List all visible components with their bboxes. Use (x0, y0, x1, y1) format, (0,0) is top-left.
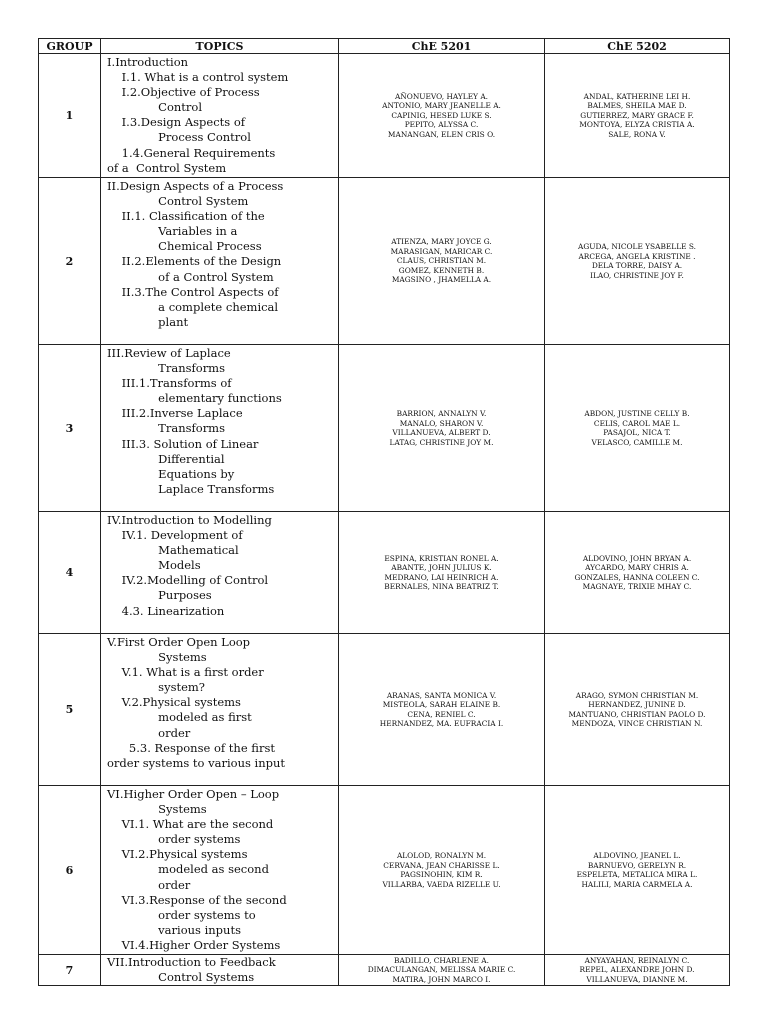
che5201-members-cell (339, 54, 545, 178)
topic-line: Variables in a (107, 224, 238, 239)
member-name: HALILI, MARIA CARMELA A. (581, 879, 693, 889)
member-name: DIMACULANGAN, MELISSA MARIE C. (367, 965, 516, 975)
topics-cell (101, 955, 339, 986)
topic-line: IV.Introduction to Modelling (107, 513, 272, 527)
topic-line: order systems to various input (107, 755, 286, 770)
table-row (39, 634, 730, 786)
topic-line: I.1. What is a control system (107, 70, 289, 85)
topic-line: Transforms (107, 421, 225, 436)
topic-line: Control System (107, 194, 249, 209)
member-name: ANTONIO, MARY JEANELLE A. (382, 101, 501, 111)
topic-line: I.2.Objective of Process (107, 85, 260, 100)
member-name: ESPELETA, METALICA MIRA L. (576, 870, 698, 879)
member-name: MISTEOLA, SARAH ELAINE B. (382, 700, 501, 709)
che5201-members-cell (339, 345, 545, 512)
topic-line: Purposes (107, 588, 212, 603)
member-name: ILAO, CHRISTINE JOY F. (590, 270, 684, 280)
group-number: 6 (39, 786, 101, 955)
topics-cell (101, 54, 339, 178)
topic-line: a complete chemical (107, 299, 279, 314)
topic-line: I.3.Design Aspects of (107, 115, 245, 130)
member-name: VILLARBA, VAEDA RIZELLE U. (382, 879, 501, 889)
group-number: 4 (39, 512, 101, 634)
topic-line: Mathematical (107, 543, 239, 558)
topic-line: of a Control System (107, 269, 274, 284)
topic-line: III.1.Transforms of (107, 376, 232, 391)
topic-line: modeled as second (107, 862, 269, 877)
topic-line: Laplace Transforms (107, 481, 275, 496)
topic-line: III.2.Inverse Laplace (107, 406, 243, 421)
member-name: ATIENZA, MARY JOYCE G. (391, 237, 492, 247)
topic-line: of a Control System (107, 160, 227, 175)
topic-line: order (107, 877, 191, 892)
member-name: VILLANUEVA, ALBERT D. (392, 428, 491, 437)
group-assignment-table (38, 38, 730, 986)
member-name: CAPINIG, HESED LUKE S. (391, 110, 492, 120)
che5202-members-cell (545, 54, 730, 178)
topic-line: Differential (107, 451, 225, 466)
topic-line: 4.3. Linearization (107, 603, 225, 618)
che5201-members-cell (339, 955, 545, 986)
member-name: BARRION, ANNALYN V. (396, 409, 487, 418)
topic-line: Models (107, 558, 201, 573)
topic-line: IV.2.Modelling of Control (107, 573, 269, 588)
member-name: BARNUEVO, GERELYN R. (587, 860, 687, 870)
member-name: ANDAL, KATHERINE LEI H. (583, 91, 691, 101)
table-row (39, 955, 730, 986)
topic-line: II.1. Classification of the (107, 209, 265, 224)
group-number: 2 (39, 178, 101, 345)
topic-line: VI.3.Response of the second (107, 892, 287, 907)
table-row (39, 512, 730, 634)
topic-line: V.2.Physical systems (107, 695, 241, 710)
che5201-members-cell (339, 786, 545, 955)
header-che5201: ChE 5201 (339, 39, 545, 54)
member-name: HERNANDEZ, MA. EUFRACIA I. (379, 719, 504, 728)
member-name: PEPITO, ALYSSA C. (404, 120, 479, 130)
table-row (39, 178, 730, 345)
topic-line: various inputs (107, 922, 241, 937)
member-name: ARCEGA, ANGELA KRISTINE . (578, 251, 696, 261)
topic-line: plant (107, 314, 189, 329)
topic-line: III.Review of Laplace (107, 346, 231, 360)
che5201-members-cell (339, 512, 545, 634)
member-name: BALMES, SHEILA MAE D. (587, 101, 687, 111)
member-name: CELIS, CAROL MAE L. (593, 418, 681, 428)
group-number: 1 (39, 54, 101, 178)
topic-line: Systems (107, 650, 207, 665)
member-name: PAGSINOHIN, KIM R. (400, 870, 483, 879)
member-name: ESPINA, KRISTIAN RONEL A. (384, 553, 499, 563)
topic-line: Systems (107, 802, 207, 817)
member-name: AÑONUEVO, HAYLEY A. (394, 91, 489, 101)
che5201-members-cell (339, 178, 545, 345)
member-name: DELA TORRE, DAISY A. (591, 261, 683, 270)
group-number: 3 (39, 345, 101, 512)
member-name: AGUDA, NICOLE YSABELLE S. (578, 242, 696, 251)
topic-line: II.3.The Control Aspects of (107, 284, 279, 299)
topic-line: IV.1. Development of (107, 528, 243, 543)
member-name: CLAUS, CHRISTIAN M. (396, 256, 487, 266)
topic-line: elementary functions (107, 391, 282, 406)
member-name: ALOLOD, RONALYN M. (396, 851, 487, 860)
member-name: BERNALES, NINA BEATRIZ T. (384, 582, 499, 591)
topic-line: VI.4.Higher Order Systems (107, 937, 281, 952)
header-topics: TOPICS (101, 39, 339, 54)
table-row (39, 786, 730, 955)
topic-line: system? (107, 680, 205, 695)
che5202-members-cell (545, 512, 730, 634)
member-name: ABANTE, JOHN JULIUS K. (391, 563, 492, 572)
member-name: GONZALES, HANNA COLEEN C. (574, 572, 700, 582)
member-name: MATIRA, JOHN MARCO I. (392, 974, 491, 984)
topics-cell (101, 178, 339, 345)
che5202-members-cell (545, 955, 730, 986)
topic-line: VI.1. What are the second (107, 817, 274, 832)
topic-line: VI.Higher Order Open – Loop (107, 787, 280, 801)
group-number: 5 (39, 634, 101, 786)
topics-cell (101, 345, 339, 512)
che5202-members-cell (545, 786, 730, 955)
table-row (39, 54, 730, 178)
topic-line: order (107, 725, 191, 740)
header-row (39, 39, 730, 54)
member-name: MANANGAN, ELEN CRIS O. (387, 129, 496, 139)
member-name: CENA, RENIEL C. (407, 709, 476, 719)
member-name: ABDON, JUSTINE CELLY B. (584, 409, 690, 418)
member-name: ALDOVINO, JEANEL L. (593, 851, 681, 860)
member-name: PASAJOL, NICA T. (603, 428, 671, 437)
topic-line: I.Introduction (107, 55, 189, 69)
topic-line: modeled as first (107, 710, 252, 725)
topic-line: Transforms (107, 361, 225, 376)
topic-line: Process Control (107, 130, 251, 145)
topic-line: Control Systems (107, 970, 255, 985)
member-name: MENDOZA, VINCE CHRISTIAN N. (571, 719, 703, 728)
topic-line: 5.3. Response of the first (107, 740, 275, 755)
member-name: MAGSINO , JHAMELLA A. (391, 275, 492, 285)
che5201-members-cell (339, 634, 545, 786)
che5202-members-cell (545, 178, 730, 345)
che5202-members-cell (545, 345, 730, 512)
topic-line: III.3. Solution of Linear (107, 436, 259, 451)
topic-line: VI.2.Physical systems (107, 847, 248, 862)
member-name: ARANAS, SANTA MONICA V. (386, 690, 497, 700)
topic-line: II.2.Elements of the Design (107, 254, 282, 269)
member-name: GUTIERREZ, MARY GRACE F. (580, 110, 694, 120)
topic-line: order systems to (107, 907, 256, 922)
table-row (39, 345, 730, 512)
topic-line: order systems (107, 832, 241, 847)
topics-cell (101, 512, 339, 634)
member-name: ARAGO, SYMON CHRISTIAN M. (575, 690, 699, 700)
member-name: SALE, RONA V. (608, 129, 666, 139)
member-name: MEDRANO, LAI HEINRICH A. (384, 572, 499, 582)
member-name: BADILLO, CHARLENE A. (394, 955, 489, 965)
topic-line: VII.Introduction to Feedback (107, 955, 276, 969)
topic-line: V.First Order Open Loop (107, 635, 251, 649)
member-name: MAGNAYE, TRIXIE MHAY C. (582, 582, 692, 591)
member-name: MONTOYA, ELYZA CRISTIA A. (579, 120, 695, 130)
member-name: MANTUANO, CHRISTIAN PAOLO D. (568, 709, 706, 719)
topic-line: Chemical Process (107, 239, 262, 254)
che5202-members-cell (545, 634, 730, 786)
topics-cell (101, 786, 339, 955)
group-number: 7 (39, 955, 101, 986)
member-name: CERVANA, JEAN CHARISSE L. (383, 860, 500, 870)
member-name: MARASIGAN, MARICAR C. (390, 246, 493, 256)
member-name: AYCARDO, MARY CHRIS A. (585, 563, 689, 572)
member-name: GOMEZ, KENNETH B. (398, 265, 485, 275)
member-name: REPEL, ALEXANDRE JOHN D. (579, 965, 695, 975)
topic-line: Equations by (107, 466, 235, 481)
topic-line: V.1. What is a first order (107, 665, 264, 680)
member-name: VILLANUEVA, DIANNE M. (586, 974, 688, 984)
header-che5202: ChE 5202 (545, 39, 730, 54)
member-name: ANYAYAHAN, REINALYN C. (584, 955, 690, 965)
header-group: GROUP (39, 39, 101, 54)
member-name: ALDOVINO, JOHN BRYAN A. (582, 553, 692, 563)
member-name: HERNANDEZ, JUNINE D. (588, 700, 686, 709)
member-name: LATAG, CHRISTINE JOY M. (389, 437, 494, 447)
topic-line: II.Design Aspects of a Process (107, 179, 284, 193)
member-name: MANALO, SHARON V. (399, 418, 484, 428)
member-name: VELASCO, CAMILLE M. (591, 437, 683, 447)
topic-line: 1.4.General Requirements (107, 145, 276, 160)
topics-cell (101, 634, 339, 786)
topic-line: Control (107, 100, 203, 115)
